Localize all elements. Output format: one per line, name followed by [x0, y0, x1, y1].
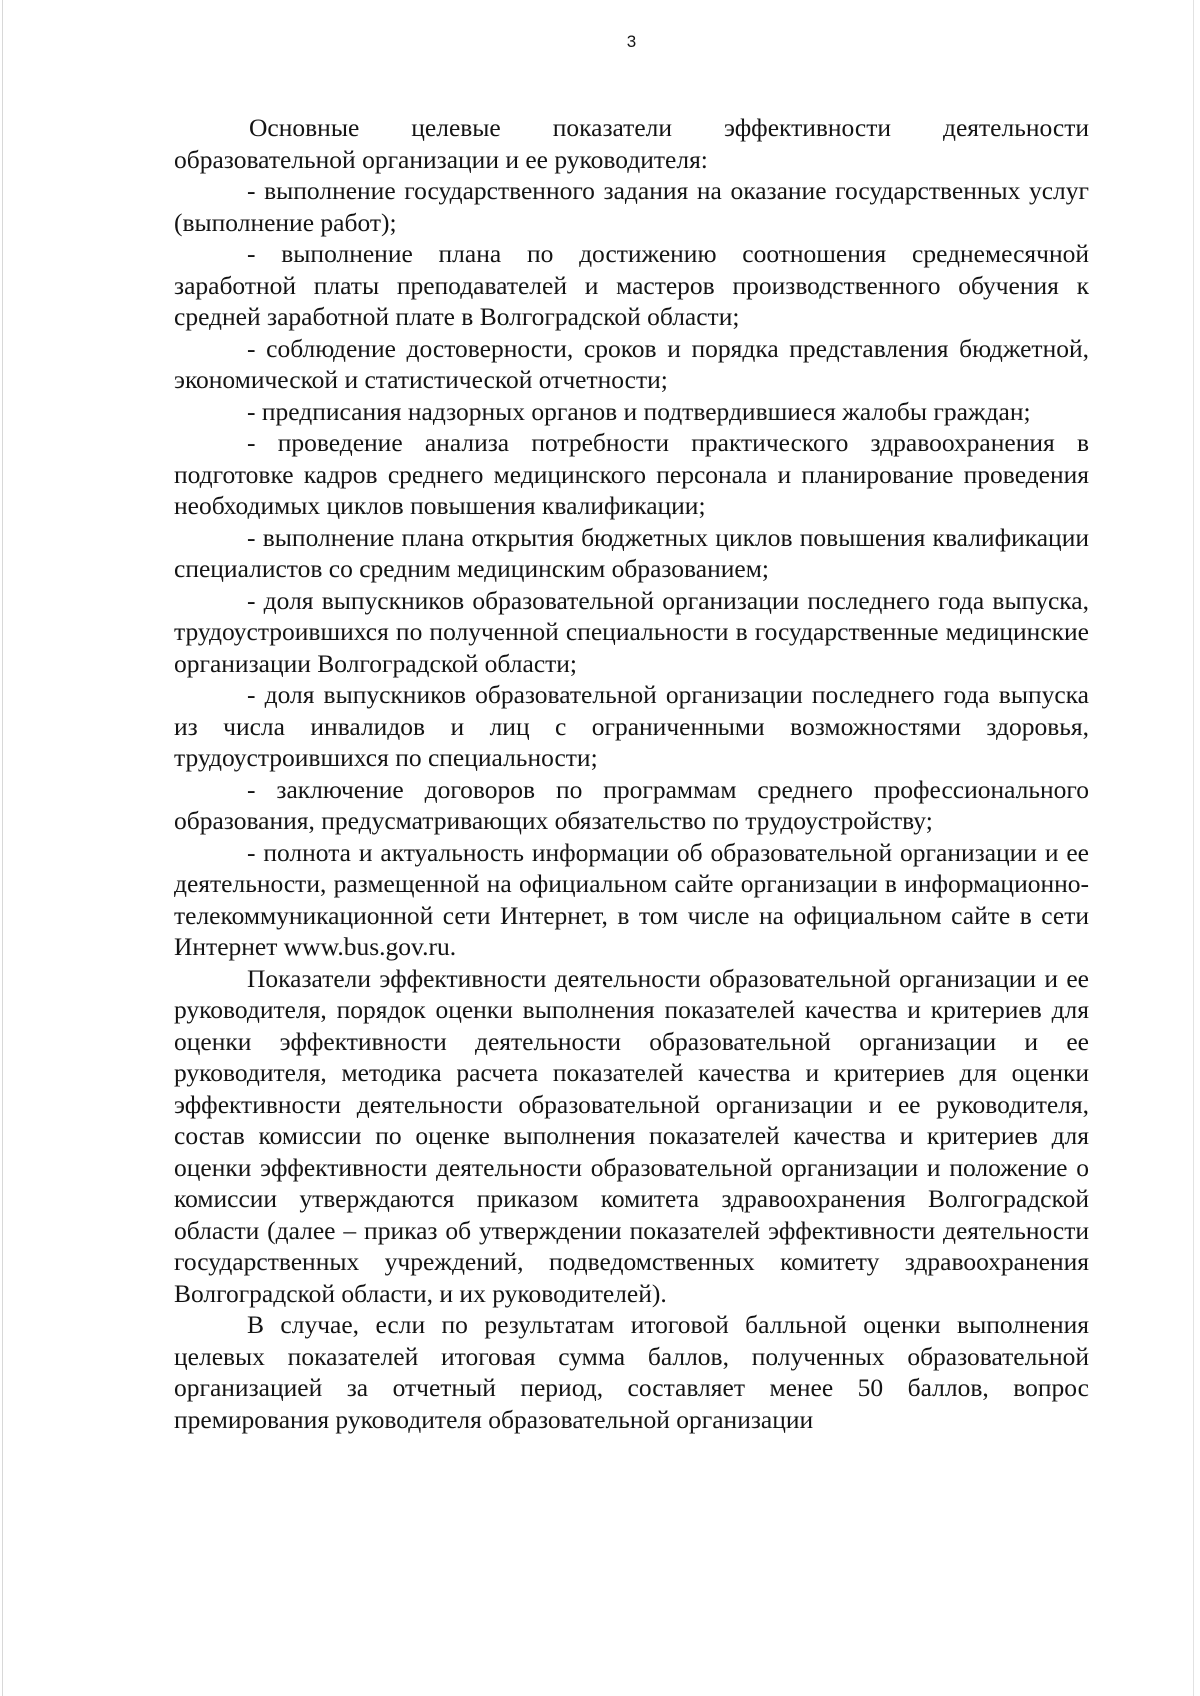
list-item-website-information: - полнота и актуальность информации об образовательной организации и ее деятельности, размещенной на официальном сайте организации в информационно-телекоммуникационной сети Интернет, в том числе на официальном сайте в сети Интернет www.bus.gov.ru.	[174, 837, 1089, 961]
paragraph-score-below-threshold: В случае, если по результатам итоговой балльной оценки выполнения целевых показателей итоговая сумма баллов, полученных образовательной организацией за отчетный период, составляет менее 50 баллов, вопрос премирования руководителя образовательной организации	[174, 1310, 1089, 1434]
paragraph-indicators-approval: Показатели эффективности деятельности образовательной организации и ее руководителя, порядок оценки выполнения показателей качества и критериев для оценки эффективности деятельности образовательной организации и ее руководителя, методика расчета показателей качества и критериев для оценки эффективности деятельности образовательной организации и ее руководителя, состав комиссии по оценке выполнения показателей качества и критериев для оценки эффективности деятельности образовательной организации и положение о комиссии утверждаются приказом комитета здравоохранения Волгоградской области (далее – приказ об утверждении показателей эффективности деятельности государственных учреждений, подведомственных комитету здравоохранения Волгоградской области, и их руководителей).	[174, 963, 1089, 1308]
list-item-reporting-compliance: - соблюдение достоверности, сроков и порядка представления бюджетной, экономической и статистической отчетности;	[174, 333, 1089, 394]
list-item-employment-contracts: - заключение договоров по программам среднего профессионального образования, предусматривающих обязательство по трудоустройству;	[174, 774, 1089, 835]
list-item-disabled-graduates-employment: - доля выпускников образовательной организации последнего года выпуска из числа инвалидов и лиц с ограниченными возможностями здоровья, трудоустроившихся по специальности;	[174, 680, 1089, 772]
list-item-budget-training-cycles: - выполнение плана открытия бюджетных циклов повышения квалификации специалистов со средним медицинским образованием;	[174, 522, 1089, 583]
list-item-staff-training-needs-analysis: - проведение анализа потребности практического здравоохранения в подготовке кадров среднего медицинского персонала и планирование проведения необходимых циклов повышения квалификации;	[174, 428, 1089, 520]
page-number: 3	[626, 32, 637, 51]
list-item-graduates-employment-share: - доля выпускников образовательной организации последнего года выпуска, трудоустроившихся по полученной специальности в государственные медицинские организации Волгоградской области;	[174, 585, 1089, 678]
list-item-salary-ratio-plan: - выполнение плана по достижению соотношения среднемесячной заработной платы преподавателей и мастеров производственного обучения к средней заработной плате в Волгоградской области;	[174, 239, 1089, 331]
list-item-supervisory-orders-complaints: - предписания надзорных органов и подтвердившиеся жалобы граждан;	[247, 396, 1031, 426]
paragraph-intro-performance-indicators: Основные целевые показатели эффективности деятельности образовательной организации и ее руководителя:	[174, 113, 1089, 174]
scan-page-edge-left	[2, 0, 3, 1696]
document-body	[174, 112, 1089, 1435]
list-item-state-assignment: - выполнение государственного задания на оказание государственных услуг (выполнение работ);	[174, 176, 1089, 237]
scan-page-edge-right	[1193, 0, 1194, 1696]
